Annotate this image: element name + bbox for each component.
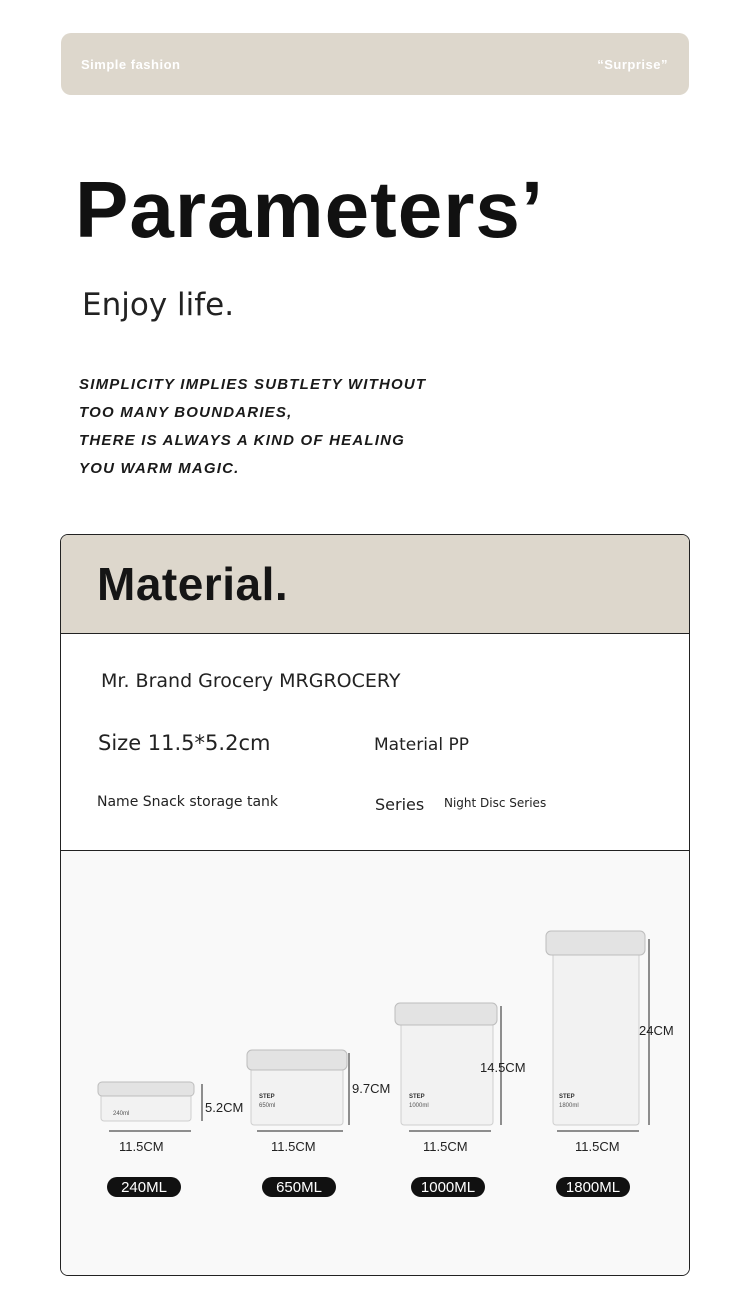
container-1800ml [546,931,674,1197]
width-label: 11.5CM [575,1139,620,1154]
material-card [60,534,690,1276]
page-subtitle: Enjoy life. [82,287,235,323]
capacity-badge: 240ML [121,1179,167,1196]
product-gallery [61,851,689,1275]
width-label: 11.5CM [423,1139,468,1154]
spec-panel [61,634,689,851]
width-label: 11.5CM [271,1139,316,1154]
height-label: 14.5CM [480,1060,526,1075]
quote-block [79,371,426,483]
capacity-badge: 1800ML [565,1179,621,1196]
series-value: Night Disc Series [444,796,547,810]
name-text: Name Snack storage tank [97,794,279,810]
brand-mark: STEP [559,1094,575,1100]
container-1000ml [395,1003,526,1197]
capacity-badge: 650ML [276,1179,322,1196]
height-label: 9.7CM [352,1081,391,1096]
size-text: Size 11.5*5.2cm [98,731,271,755]
lid-text: 650ml [259,1103,276,1109]
page-title: Parameters’ [75,165,545,254]
capacity-badge: 1000ML [420,1179,476,1196]
series-label: Series [375,795,425,814]
container-650ml [247,1050,390,1197]
material-heading: Material. [97,558,289,610]
quote-line: YOU WARM MAGIC. [79,460,240,477]
banner-left-text: Simple fashion [81,56,181,72]
container-240ml [98,1082,243,1197]
quote-line: TOO MANY BOUNDARIES, [79,404,293,421]
product-illustration [61,851,690,1275]
brand-mark: STEP [409,1094,425,1100]
brand-text: Mr. Brand Grocery MRGROCERY [101,670,401,692]
lid-text: 1800ml [559,1103,579,1109]
quote-line: THERE IS ALWAYS A KIND OF HEALING [79,432,405,449]
banner-right-text: “Surprise” [597,56,668,72]
material-header [61,535,689,634]
height-label: 24CM [639,1023,674,1038]
lid-text: 240ml [113,1111,130,1117]
brand-mark: STEP [259,1094,275,1100]
top-banner [61,33,689,95]
quote-line: SIMPLICITY IMPLIES SUBTLETY WITHOUT [79,376,427,393]
material-text: Material PP [374,735,469,755]
width-label: 11.5CM [119,1139,164,1154]
height-label: 5.2CM [205,1100,244,1115]
lid-text: 1000ml [409,1103,429,1109]
